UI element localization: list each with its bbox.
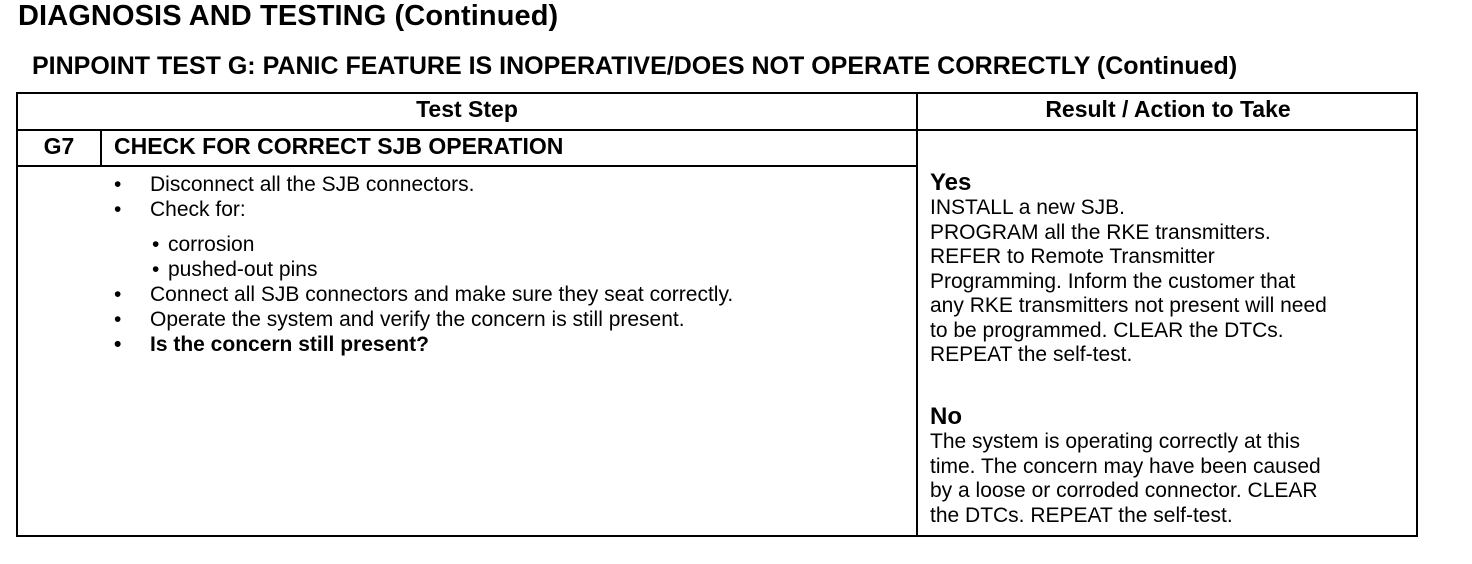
- step-id: G7: [43, 133, 75, 159]
- result-text-line: The system is operating correctly at this: [930, 430, 1300, 453]
- list-item: [112, 307, 902, 332]
- list-item: [112, 172, 902, 197]
- result-text-line: PROGRAM all the RKE transmitters.: [930, 220, 1271, 244]
- bullet-icon: •: [114, 283, 122, 306]
- step-title: CHECK FOR CORRECT SJB OPERATION: [114, 133, 564, 159]
- step-action-text: Check for:: [150, 198, 246, 221]
- result-no-label: No: [930, 403, 962, 430]
- result-text-line: time. The concern may have been caused: [930, 454, 1321, 478]
- check-item: [152, 232, 902, 257]
- result-text-line: by a loose or corroded connector. CLEAR: [930, 479, 1318, 502]
- pinpoint-test-title: PINPOINT TEST G: PANIC FEATURE IS INOPERATIVE/DOES NOT OPERATE CORRECTLY (Continued): [32, 52, 1238, 80]
- result-text-line: Programming. Inform the customer that: [930, 269, 1296, 293]
- step-action-text: Operate the system and verify the concern is still present.: [150, 308, 685, 331]
- list-item: [112, 197, 902, 222]
- pinpoint-test-table: [16, 92, 1418, 537]
- result-text-line: REPEAT the self-test.: [930, 343, 1133, 366]
- step-action-text: Disconnect all the SJB connectors.: [150, 173, 475, 196]
- header-divider: [18, 129, 1416, 131]
- bullet-icon: •: [152, 233, 160, 256]
- column-divider: [916, 94, 918, 535]
- result-yes-label: Yes: [930, 169, 972, 196]
- check-item-text: corrosion: [168, 233, 255, 256]
- check-item: [152, 257, 902, 282]
- column-header-result-action: Result / Action to Take: [1045, 96, 1291, 122]
- list-item: [112, 332, 902, 357]
- bullet-icon: •: [152, 258, 160, 281]
- bullet-icon: •: [114, 198, 122, 221]
- result-no: [930, 404, 1414, 528]
- step-title-divider: [18, 165, 916, 167]
- step-action-text: Connect all SJB connectors and make sure they seat correctly.: [150, 283, 734, 306]
- bullet-icon: •: [114, 308, 122, 331]
- check-item-list: [112, 232, 902, 282]
- bullet-icon: •: [114, 333, 122, 356]
- step-question-text: Is the concern still present?: [150, 333, 429, 356]
- result-text-line: any RKE transmitters not present will need: [930, 294, 1327, 317]
- section-title: DIAGNOSIS AND TESTING (Continued): [18, 0, 559, 32]
- bullet-icon: •: [114, 173, 122, 196]
- result-text-line: the DTCs. REPEAT the self-test.: [930, 503, 1233, 527]
- test-step-list: [112, 172, 902, 357]
- result-text-line: REFER to Remote Transmitter: [930, 245, 1215, 268]
- result-text-line: INSTALL a new SJB.: [930, 196, 1125, 219]
- list-item: [112, 282, 902, 307]
- step-id-divider: [100, 130, 102, 166]
- check-item-text: pushed-out pins: [168, 258, 318, 281]
- result-text-line: to be programmed. CLEAR the DTCs.: [930, 318, 1284, 342]
- column-header-test-step: Test Step: [416, 96, 518, 122]
- result-yes: [930, 170, 1414, 368]
